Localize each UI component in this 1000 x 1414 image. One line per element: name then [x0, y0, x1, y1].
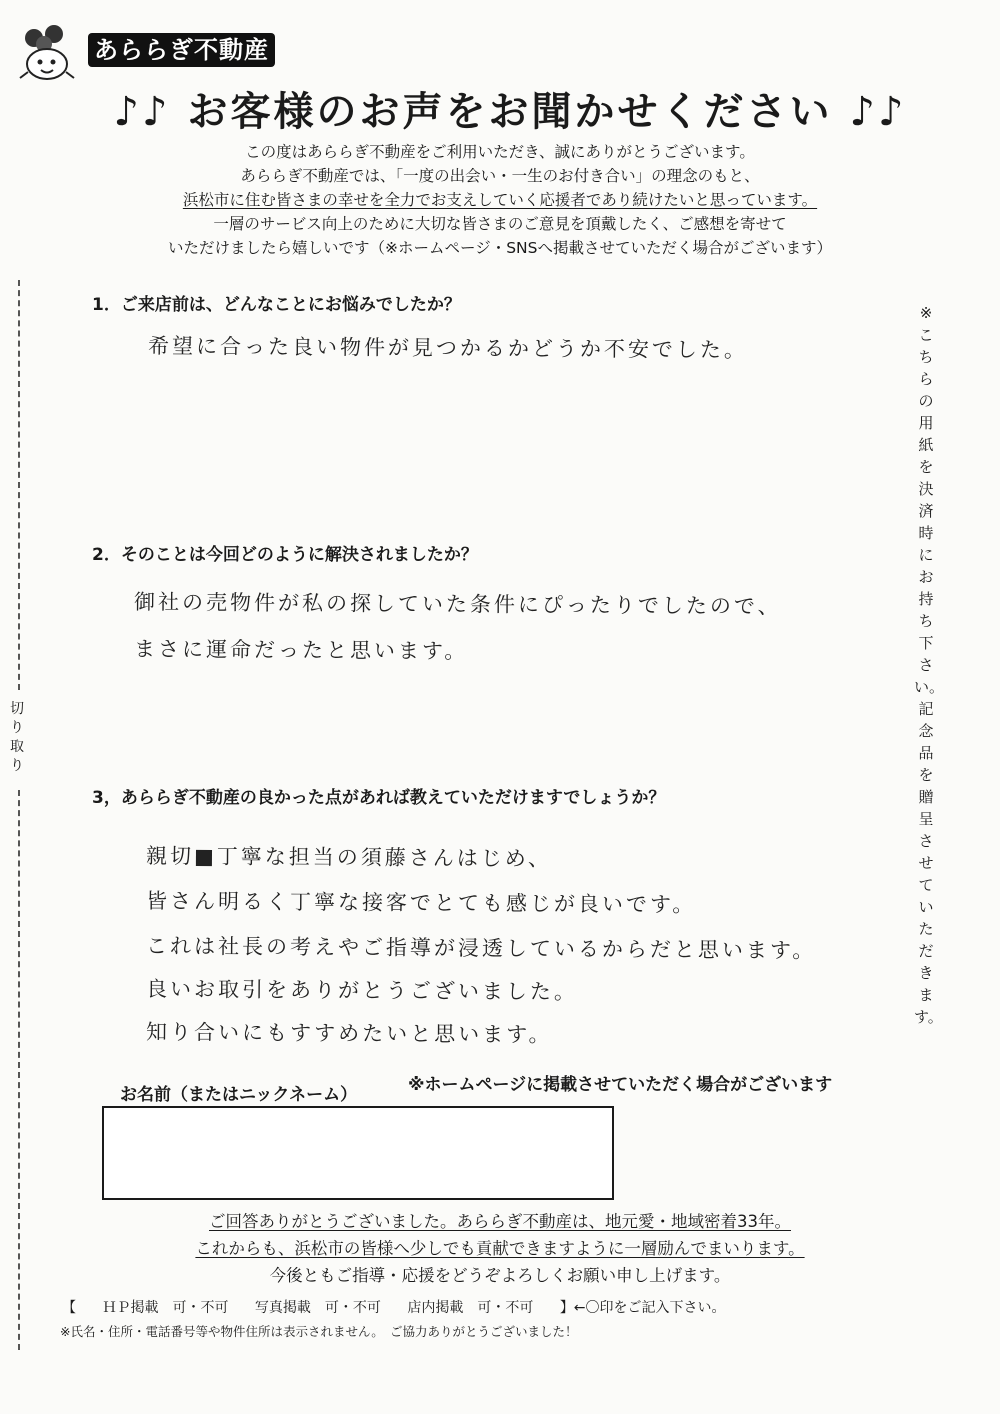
question-3: 3，あららぎ不動産の良かった点があれば教えていただけますでしょうか？ [92, 788, 666, 808]
footnote: ※氏名・住所・電話番号等や物件住所は表示されません。 ご協力ありがとうございました！ [60, 1324, 578, 1339]
intro-line: この度はあららぎ不動産をご利用いただき、誠にありがとうございます。 [245, 143, 755, 161]
music-note-icon: ♪♪ [113, 89, 171, 135]
name-publish-note: ※ホームページに掲載させていただく場合がございます [408, 1075, 833, 1095]
answer-2-line: まさに運命だったと思います。 [133, 637, 469, 664]
intro-line: いただけましたら嬉しいです（※ホームページ・SNSへ掲載させていただく場合がございます） [168, 239, 832, 257]
music-note-icon: ♪♪ [849, 89, 907, 135]
answer-3-line: 知り合いにもすすめたいと思います。 [145, 1020, 553, 1047]
cut-line [18, 790, 20, 1350]
answer-3-line: 親切■丁寧な担当の須藤さんはじめ、 [145, 844, 553, 871]
closing-line: ご回答ありがとうございました。あららぎ不動産は、地元愛・地域密着33年。 [209, 1212, 791, 1231]
closing-line: これからも、浜松市の皆様へ少しでも貢献できますように一層励んでまいります。 [195, 1239, 805, 1258]
question-2: 2．そのことは今回どのように解決されましたか？ [92, 545, 478, 565]
answer-3-line: 良いお取引をありがとうございました。 [145, 977, 579, 1005]
intro-line: あららぎ不動産では、「一度の出会い・一生のお付き合い」の理念のもと、 [240, 167, 760, 185]
cut-line [18, 280, 20, 690]
answer-1-line: 希望に合った良い物件が見つかるかどうか不安でした。 [147, 334, 749, 363]
answer-2-line: 御社の売物件が私の探していた条件にぴったりでしたので、 [133, 590, 782, 619]
name-field[interactable] [102, 1106, 614, 1200]
intro-line: 浜松市に住む皆さまの幸せを全力でお支えしていく応援者であり続けたいと思っています。 [182, 191, 818, 209]
name-label: お名前（またはニックネーム） [120, 1085, 358, 1105]
intro-text [100, 140, 900, 260]
page-title [60, 84, 960, 140]
cut-guide-label: 切り取り [7, 700, 27, 776]
closing-line: 今後ともご指導・応援をどうぞよろしくお願い申し上げます。 [269, 1266, 731, 1285]
answer-3-line: これは社長の考えやご指導が浸透しているからだと思います。 [145, 934, 817, 963]
consent-store[interactable]: 店内掲載 可・不可 [407, 1300, 534, 1316]
closing-text [100, 1208, 900, 1289]
consent-photo[interactable]: 写真掲載 可・不可 [254, 1300, 381, 1316]
answer-3-line: 皆さん明るく丁寧な接客でとても感じが良いです。 [145, 889, 697, 917]
side-note: ※こちらの用紙を決済時にお持ち下さい。記念品を贈呈させていただきます。 [914, 304, 945, 1026]
consent-hp[interactable]: ＨＰ掲載 可・不可 [102, 1300, 229, 1316]
consent-options [62, 1297, 748, 1317]
intro-line: 一層のサービス向上のために大切な皆さまのご意見を頂戴したく、ご感想を寄せて [213, 215, 787, 233]
title-text: お客様のお声をお聞かせください [187, 89, 833, 135]
consent-instruction: 】←〇印をご記入下さい。 [559, 1300, 726, 1316]
consent-open-bracket: 【 [62, 1300, 76, 1316]
question-1: 1．ご来店前は、どんなことにお悩みでしたか？ [92, 295, 461, 315]
flower-mascot-icon [14, 20, 80, 86]
brand-logo: あららぎ不動産 [88, 33, 275, 67]
